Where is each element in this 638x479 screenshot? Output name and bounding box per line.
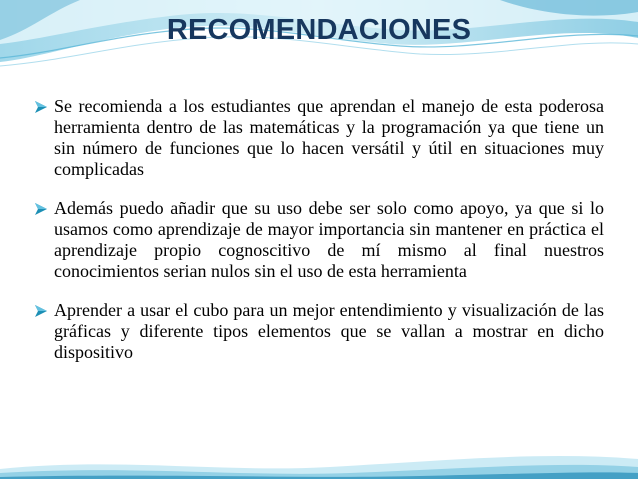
bullet-text: Además puedo añadir que su uso debe ser solo como apoyo, ya que si lo usamos como aprendizaje de mayor importancia sin mantener en práctica el aprendizaje propio cognoscitivo de mí mismo al final nuestros conocimientos serian nulos sin el uso de esta herramienta (54, 198, 604, 281)
arrow-bullet-icon (34, 202, 48, 216)
bullet-text: Se recomienda a los estudiantes que aprendan el manejo de esta poderosa herramienta dentro de las matemáticas y la programación ya que tiene un sin número de funciones que lo hacen versátil y útil en situaciones muy complicadas (54, 96, 604, 179)
bullet-item-1 (32, 96, 604, 180)
bullet-item-2 (32, 198, 604, 282)
bullet-item-3 (32, 300, 604, 363)
bullet-list (32, 96, 604, 381)
bottom-wave-decoration (0, 443, 638, 479)
bullet-text: Aprender a usar el cubo para un mejor entendimiento y visualización de las gráficas y diferente tipos elementos que se vallan a mostrar en dicho dispositivo (54, 300, 604, 362)
arrow-bullet-icon (34, 100, 48, 114)
arrow-bullet-icon (34, 304, 48, 318)
slide-title: RECOMENDACIONES (166, 14, 472, 46)
